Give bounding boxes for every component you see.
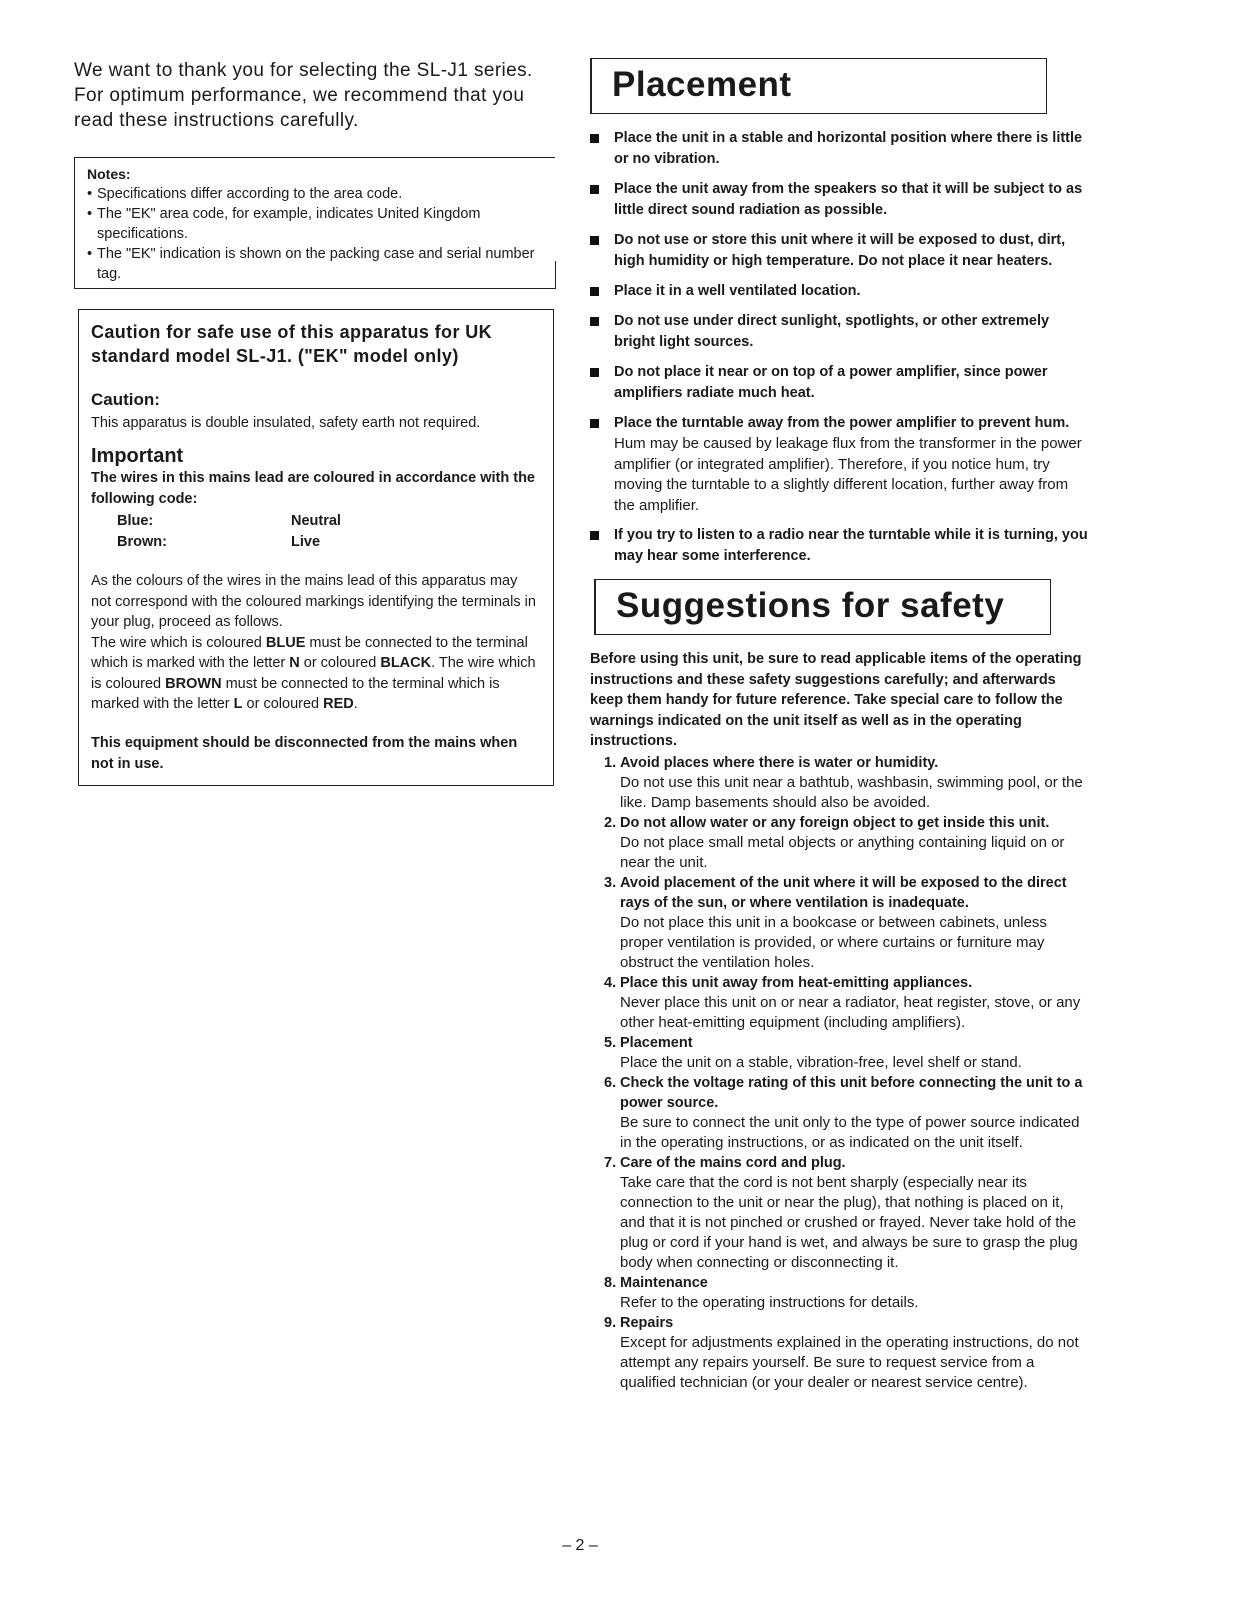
list-item: 2. Do not allow water or any foreign object to get inside this unit. Do not place small metal objects or anything containing liquid on or near the unit. — [604, 814, 1065, 871]
list-item: Do not use or store this unit where it will be exposed to dust, dirt, high humidity or high temperature. Do not place it near heaters. — [590, 230, 1090, 272]
wire-code-table — [117, 511, 539, 553]
list-item: Do not place it near or on top of a power amplifier, since power amplifiers radiate much heat. — [590, 362, 1090, 404]
intro — [74, 58, 544, 133]
list-item: Do not use under direct sunlight, spotlights, or other extremely bright light sources. — [590, 311, 1090, 353]
note-item: • Specifications differ according to the area code. — [87, 186, 403, 202]
square-bullet-icon — [590, 317, 599, 326]
right-column — [590, 58, 1090, 1393]
wire-row-brown: Brown: Live — [117, 534, 321, 550]
list-item: 1. Avoid places where there is water or humidity. Do not use this unit near a bathtub, washbasin, swimming pool, or the like. Damp basements should also be avoided. — [604, 754, 1083, 811]
list-item: Place the unit in a stable and horizontal position where there is little or no vibration. — [590, 128, 1090, 170]
square-bullet-icon — [590, 531, 599, 540]
caution-box-title: Caution for safe use of this apparatus for UK standard model SL-J1. ("EK" model only) — [91, 322, 493, 366]
caution-label: Caution: — [91, 390, 160, 409]
placement-heading: Placement — [590, 58, 1047, 114]
list-item: 3. Avoid placement of the unit where it will be exposed to the direct rays of the sun, or where ventilation is inadequate. Do not place this unit in a bookcase or between cabinets, unless proper ventilation is provided, or where curtains or furniture may obstruct the ventilation holes. — [604, 874, 1067, 971]
page-number: – 2 – — [562, 1537, 598, 1554]
notes-box — [74, 157, 555, 289]
intro-line-1: We want to thank you for selecting the SL-J1 series. — [74, 60, 533, 81]
safety-list — [590, 753, 1090, 1393]
list-item: 7. Care of the mains cord and plug. Take care that the cord is not bent sharply (especially near its connection to the unit or near the plug), that nothing is placed on it, and that it is not pinched or crushed or frayed. Never take hold of the plug or cord if your hand is wet, and always be sure to grasp the plug body when connecting or disconnecting it. — [604, 1154, 1078, 1271]
list-item: 5. Placement Place the unit on a stable, vibration-free, level shelf or stand. — [604, 1034, 1022, 1071]
safety-intro: Before using this unit, be sure to read applicable items of the operating instructions and these safety suggestions carefully; and afterwards keep them handy for future reference. Take special care to follow the warnings indicated on the unit itself as well as in the operating instructions. — [590, 651, 1082, 749]
caution-text: This apparatus is double insulated, safety earth not required. — [91, 415, 481, 431]
uk-caution-box — [78, 309, 554, 786]
square-bullet-icon — [590, 236, 599, 245]
placement-list — [590, 128, 1090, 567]
bullet-icon: • — [87, 206, 93, 222]
important-label: Important — [91, 445, 184, 467]
list-item: Place it in a well ventilated location. — [590, 281, 1090, 302]
note-item: • The "EK" indication is shown on the packing case and serial number tag. — [87, 246, 535, 282]
list-item: 8. Maintenance Refer to the operating instructions for details. — [604, 1274, 919, 1311]
list-item: 4. Place this unit away from heat-emitting appliances. Never place this unit on or near a radiator, heat register, stove, or any other heat-emitting equipment (including amplifiers). — [604, 974, 1081, 1031]
list-item: If you try to listen to a radio near the turntable while it is turning, you may hear some interference. — [590, 525, 1090, 567]
square-bullet-icon — [590, 419, 599, 428]
left-column — [74, 58, 544, 786]
notes-title: Notes: — [87, 166, 131, 182]
bullet-icon: • — [87, 246, 93, 262]
square-bullet-icon — [590, 368, 599, 377]
intro-line-2: For optimum performance, we recommend that you read these instructions carefully. — [74, 85, 525, 131]
square-bullet-icon — [590, 287, 599, 296]
square-bullet-icon — [590, 185, 599, 194]
list-item: Place the turntable away from the power amplifier to prevent hum. Hum may be caused by leakage flux from the transformer in the power amplifier (or integrated amplifier). Therefore, if you notice hum, try moving the turntable to a slightly different location, further away from the amplifier. — [590, 413, 1090, 516]
note-item: • The "EK" area code, for example, indicates United Kingdom specifications. — [87, 206, 481, 242]
list-item: Place the unit away from the speakers so that it will be subject to as little direct sound radiation as possible. — [590, 179, 1090, 221]
safety-heading: Suggestions for safety — [594, 579, 1051, 635]
square-bullet-icon — [590, 134, 599, 143]
bullet-icon: • — [87, 186, 93, 202]
disconnect-note: This equipment should be disconnected from the mains when not in use. — [91, 734, 518, 772]
wiring-instructions: As the colours of the wires in the mains lead of this apparatus may not correspond with the coloured markings identifying the terminals in your plug, proceed as follows. The wire which is coloured BLUE must be connected to the terminal which is marked with the letter N or coloured BLACK. The wire which is coloured BROWN must be connected to the terminal which is marked with the letter L or coloured RED. — [91, 573, 536, 712]
wire-row-blue: Blue: Neutral — [117, 513, 341, 529]
list-item: 6. Check the voltage rating of this unit before connecting the unit to a power source. Be sure to connect the unit only to the type of power source indicated in the operating instructions, or as indicated on the unit itself. — [604, 1074, 1083, 1151]
wire-code-intro: The wires in this mains lead are coloured in accordance with the following code: — [91, 470, 535, 507]
list-item: 9. Repairs Except for adjustments explained in the operating instructions, do not attempt any repairs yourself. Be sure to request service from a qualified technician (or your dealer or nearest service centre). — [604, 1314, 1079, 1391]
